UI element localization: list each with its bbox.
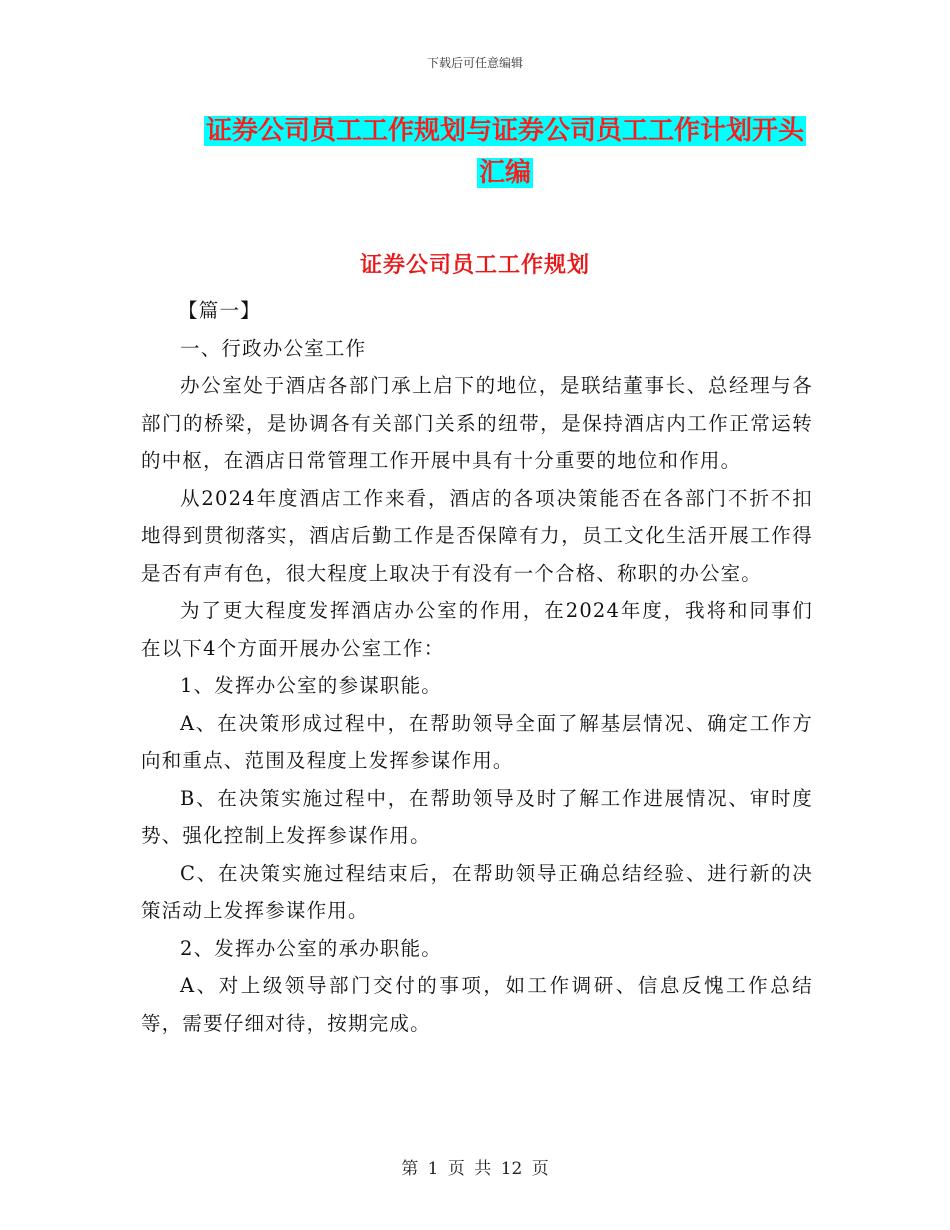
part-label: 【篇一】 [178,299,261,322]
list-item: A、对上级领导部门交付的事项，如工作调研、信息反愧工作总结等，需要仔细对待，按期完成。 [141,974,813,1035]
list-item: C、在决策实施过程结束后，在帮助领导正确总结经验、进行新的决策活动上发挥参谋作用。 [141,861,813,922]
document-title [180,110,830,194]
section-heading: 一、行政办公室工作 [180,336,367,360]
list-item-heading: 1、发挥办公室的参谋职能。 [180,674,443,697]
header-note: 下载后可任意编辑 [426,56,523,70]
document-title-line-1: 证券公司员工工作规划与证券公司员工工作计划开头 [205,116,804,146]
list-item: B、在决策实施过程中，在帮助领导及时了解工作进展情况、审时度势、强化控制上发挥参谋作用。 [141,786,813,847]
body-paragraph: 为了更大程度发挥酒店办公室的作用，在2024年度，我将和同事们在以下4个方面开展办公室工作： [141,599,813,660]
section-title: 证券公司员工工作规划 [359,253,590,278]
body-paragraph: 办公室处于酒店各部门承上启下的地位，是联结董事长、总经理与各部门的桥梁，是协调各有关部门关系的纽带，是保持酒店内工作正常运转的中枢，在酒店日常管理工作开展中具有十分重要的地位和作用。 [141,374,813,472]
body-paragraph: 从2024年度酒店工作来看，酒店的各项决策能否在各部门不折不扣地得到贯彻落实，酒店后勤工作是否保障有力，员工文化生活开展工作得是否有声有色，很大程度上取决于有没有一个合格、称职的办公室。 [141,486,813,585]
page-footer: 第 1 页 共 12 页 [401,1159,549,1179]
document-title-line-2: 汇编 [478,158,531,188]
list-item-heading: 2、发挥办公室的承办职能。 [180,936,443,960]
document-body [141,292,813,1042]
list-item: A、在决策形成过程中，在帮助领导全面了解基层情况、确定工作方向和重点、范围及程度上发挥参谋作用。 [141,711,813,772]
